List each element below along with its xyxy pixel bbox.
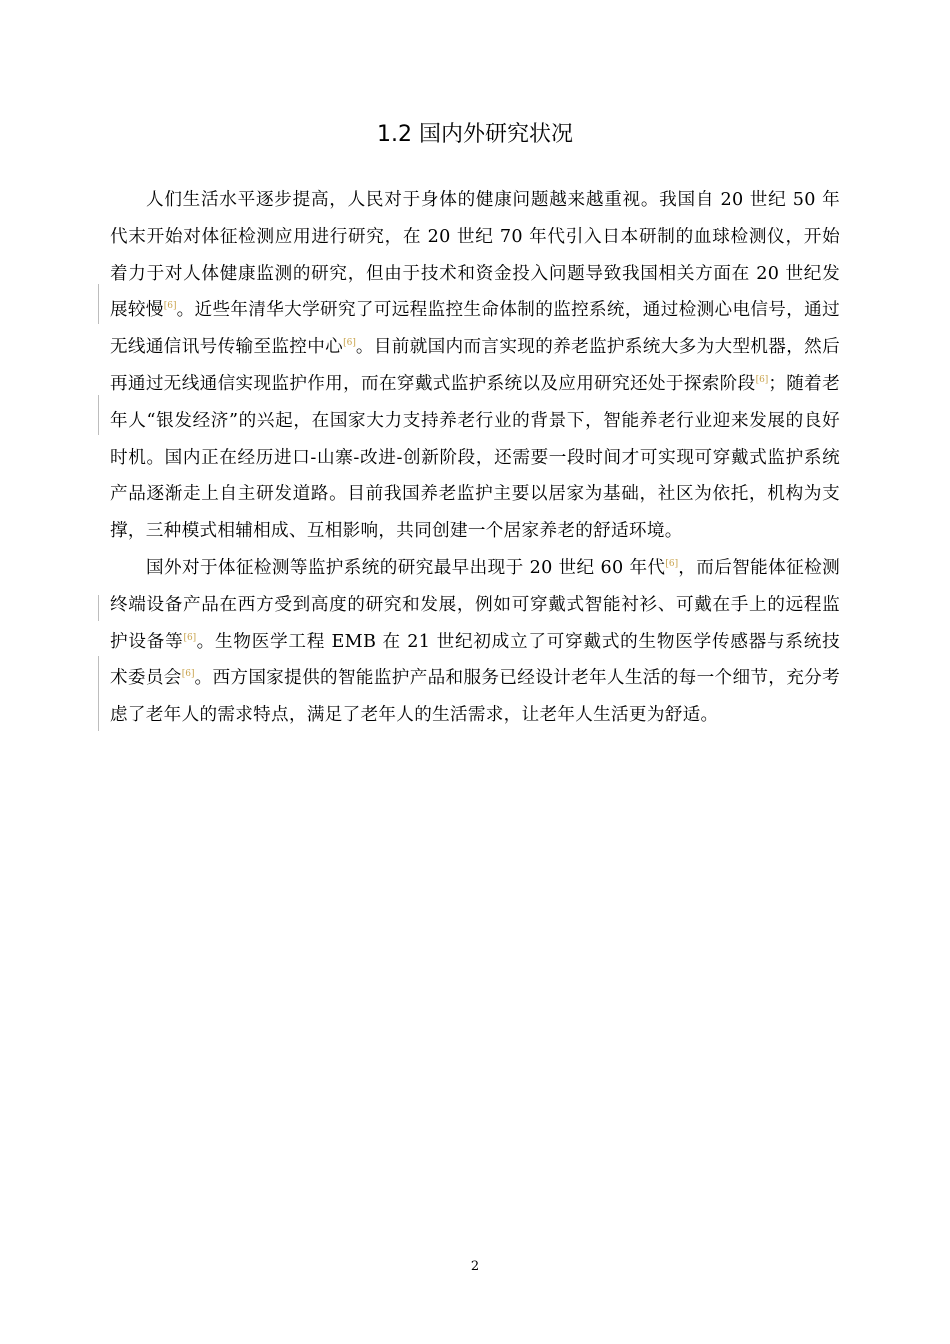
revision-mark xyxy=(98,284,99,324)
page-number: 2 xyxy=(470,1259,480,1274)
paragraph-text: ；随着老年人“银发经济”的兴起，在国家大力支持养老行业的背景下，智能养老行业迎来发展的良好时机。国内正在经历进口-山寨-改进-创新阶段，还需要一段时间才可实现可穿戴式监护系统产品逐渐走上自主研发道路。目前我国养老监护主要以居家为基础，社区为依托，机构为支撑，三种模式相辅相成、互相影响，共同创建一个居家养老的舒适环境。 xyxy=(110,373,841,542)
paragraph-text: 。近些年清华大学研究了可远程监控生命体制的监控系统，通过检测心电信号，通过无线通信讯号传输至监控中心 xyxy=(110,300,840,358)
paragraph-domestic xyxy=(110,182,840,550)
citation-link[interactable]: [6] xyxy=(183,632,197,643)
revision-mark xyxy=(98,395,99,435)
paragraph-text: 国外对于体征检测等监护系统的研究最早出现于 20 世纪 60 年代 xyxy=(146,557,666,578)
paragraph-text: 。生物医学工程 EMB 在 21 世纪初成立了可穿戴式的生物医学传感器与系统技术委员会 xyxy=(110,631,841,689)
citation-link[interactable]: [6] xyxy=(163,301,177,312)
citation-link[interactable]: [6] xyxy=(181,669,195,680)
revision-mark xyxy=(98,595,99,621)
revision-mark xyxy=(98,656,99,731)
paragraph-text: 。西方国家提供的智能监护产品和服务已经设计老年人生活的每一个细节，充分考虑了老年人的需求特点，满足了老年人的生活需求，让老年人生活更为舒适。 xyxy=(110,668,840,726)
citation-link[interactable]: [6] xyxy=(343,338,356,349)
citation-link[interactable]: [6] xyxy=(665,559,679,570)
body-text xyxy=(110,182,840,734)
paragraph-text: 人们生活水平逐步提高，人民对于身体的健康问题越来越重视。我国自 20 世纪 50 年代末开始对体征检测应用进行研究，在 20 世纪 70 年代引入日本研制的血球检测仪，开始着力于对人体健康监测的研究，但由于技术和资金投入问题导致我国相关方面在 20 世纪发展较慢 xyxy=(110,190,840,321)
paragraph-text: ，而后智能体征检测终端设备产品在西方受到高度的研究和发展，例如可穿戴式智能衬衫、可戴在手上的远程监护设备等 xyxy=(110,557,840,652)
section-heading: 1.2 国内外研究状况 xyxy=(377,122,573,147)
paragraph-foreign xyxy=(110,550,840,734)
paragraph-text: 。目前就国内而言实现的养老监护系统大多为大型机器，然后再通过无线通信实现监护作用，而在穿戴式监护系统以及应用研究还处于探索阶段 xyxy=(110,337,840,394)
citation-link[interactable]: [6] xyxy=(755,375,769,386)
